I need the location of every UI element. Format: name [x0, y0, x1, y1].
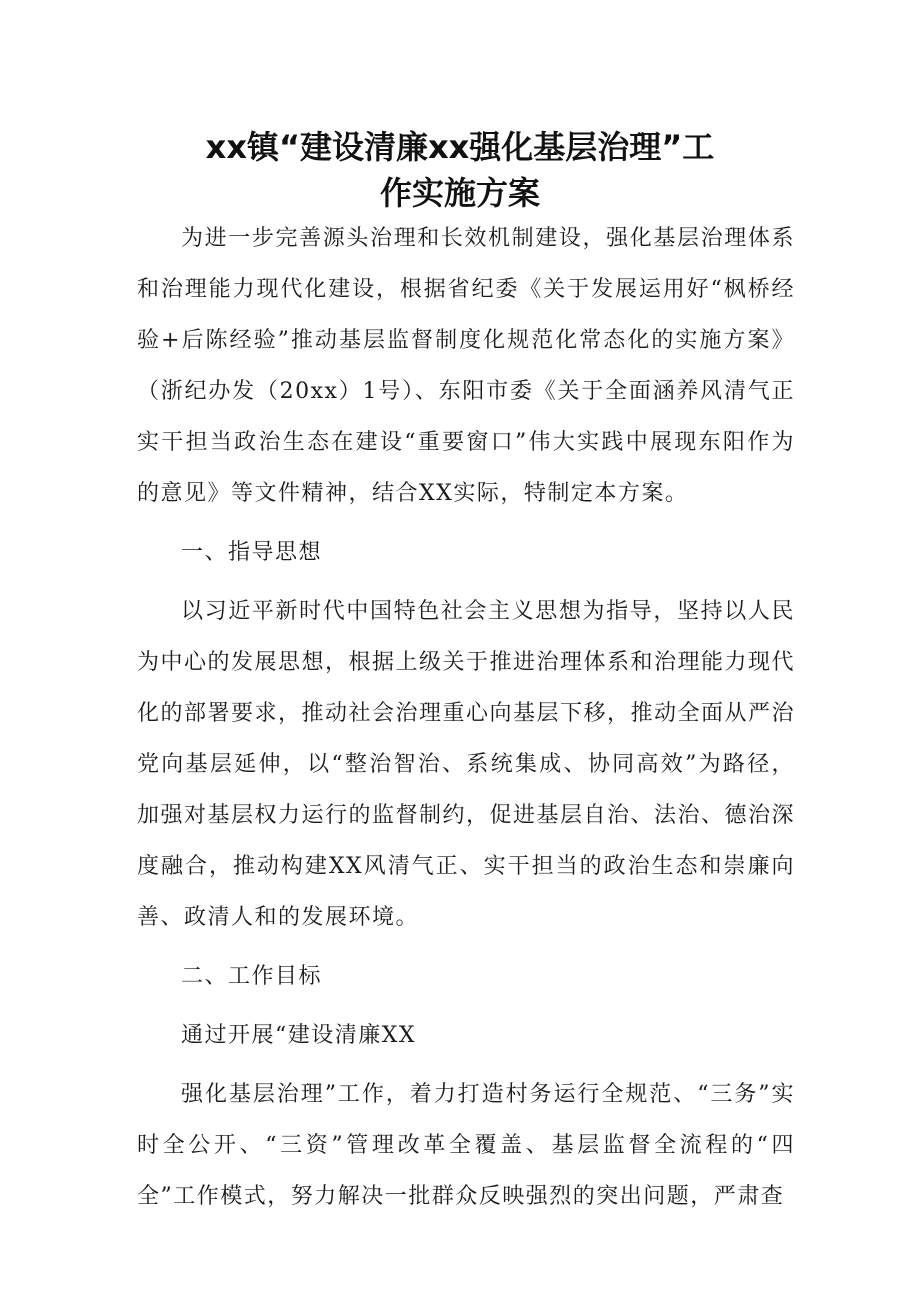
- work-goals-paragraph-start: 通过开展“建设清廉XX: [181, 1023, 417, 1048]
- title-line-1: xx镇“建设清廉xx强化基层治理”工: [205, 128, 715, 166]
- section-heading-guiding-ideology: 一、指导思想: [181, 540, 323, 565]
- document-body: [137, 213, 795, 1222]
- document-title: [150, 124, 770, 216]
- work-goals-paragraph: 强化基层治理”工作，着力打造村务运行全规范、“三务”实时全公开、“三资”管理改革全覆盖、基层监督全流程的“四全”工作模式，努力解决一批群众反映强烈的突出问题，严肃查: [137, 1082, 795, 1209]
- guiding-ideology-paragraph: 以习近平新时代中国特色社会主义思想为指导，坚持以人民为中心的发展思想，根据上级关于推进治理体系和治理能力现代化的部署要求，推动社会治理重心向基层下移，推动全面从严治党向基层延伸，以“整治智治、系统集成、协同高效”为路径，加强对基层权力运行的监督制约，促进基层自治、法治、德治深度融合，推动构建XX风清气正、实干担当的政治生态和崇廉向善、政清人和的发展环境。: [137, 599, 796, 930]
- section-heading-work-goals: 二、工作目标: [181, 964, 323, 989]
- title-line-2: 作实施方案: [379, 174, 540, 212]
- intro-paragraph: 为进一步完善源头治理和长效机制建设，强化基层治理体系和治理能力现代化建设，根据省纪委《关于发展运用好“枫桥经验+后陈经验”推动基层监督制度化规范化常态化的实施方案》（浙纪办发（20xx）1号）、东阳市委《关于全面涵养风清气正实干担当政治生态在建设“重要窗口”伟大实践中展现东阳作为的意见》等文件精神，结合XX实际，特制定本方案。: [137, 226, 795, 506]
